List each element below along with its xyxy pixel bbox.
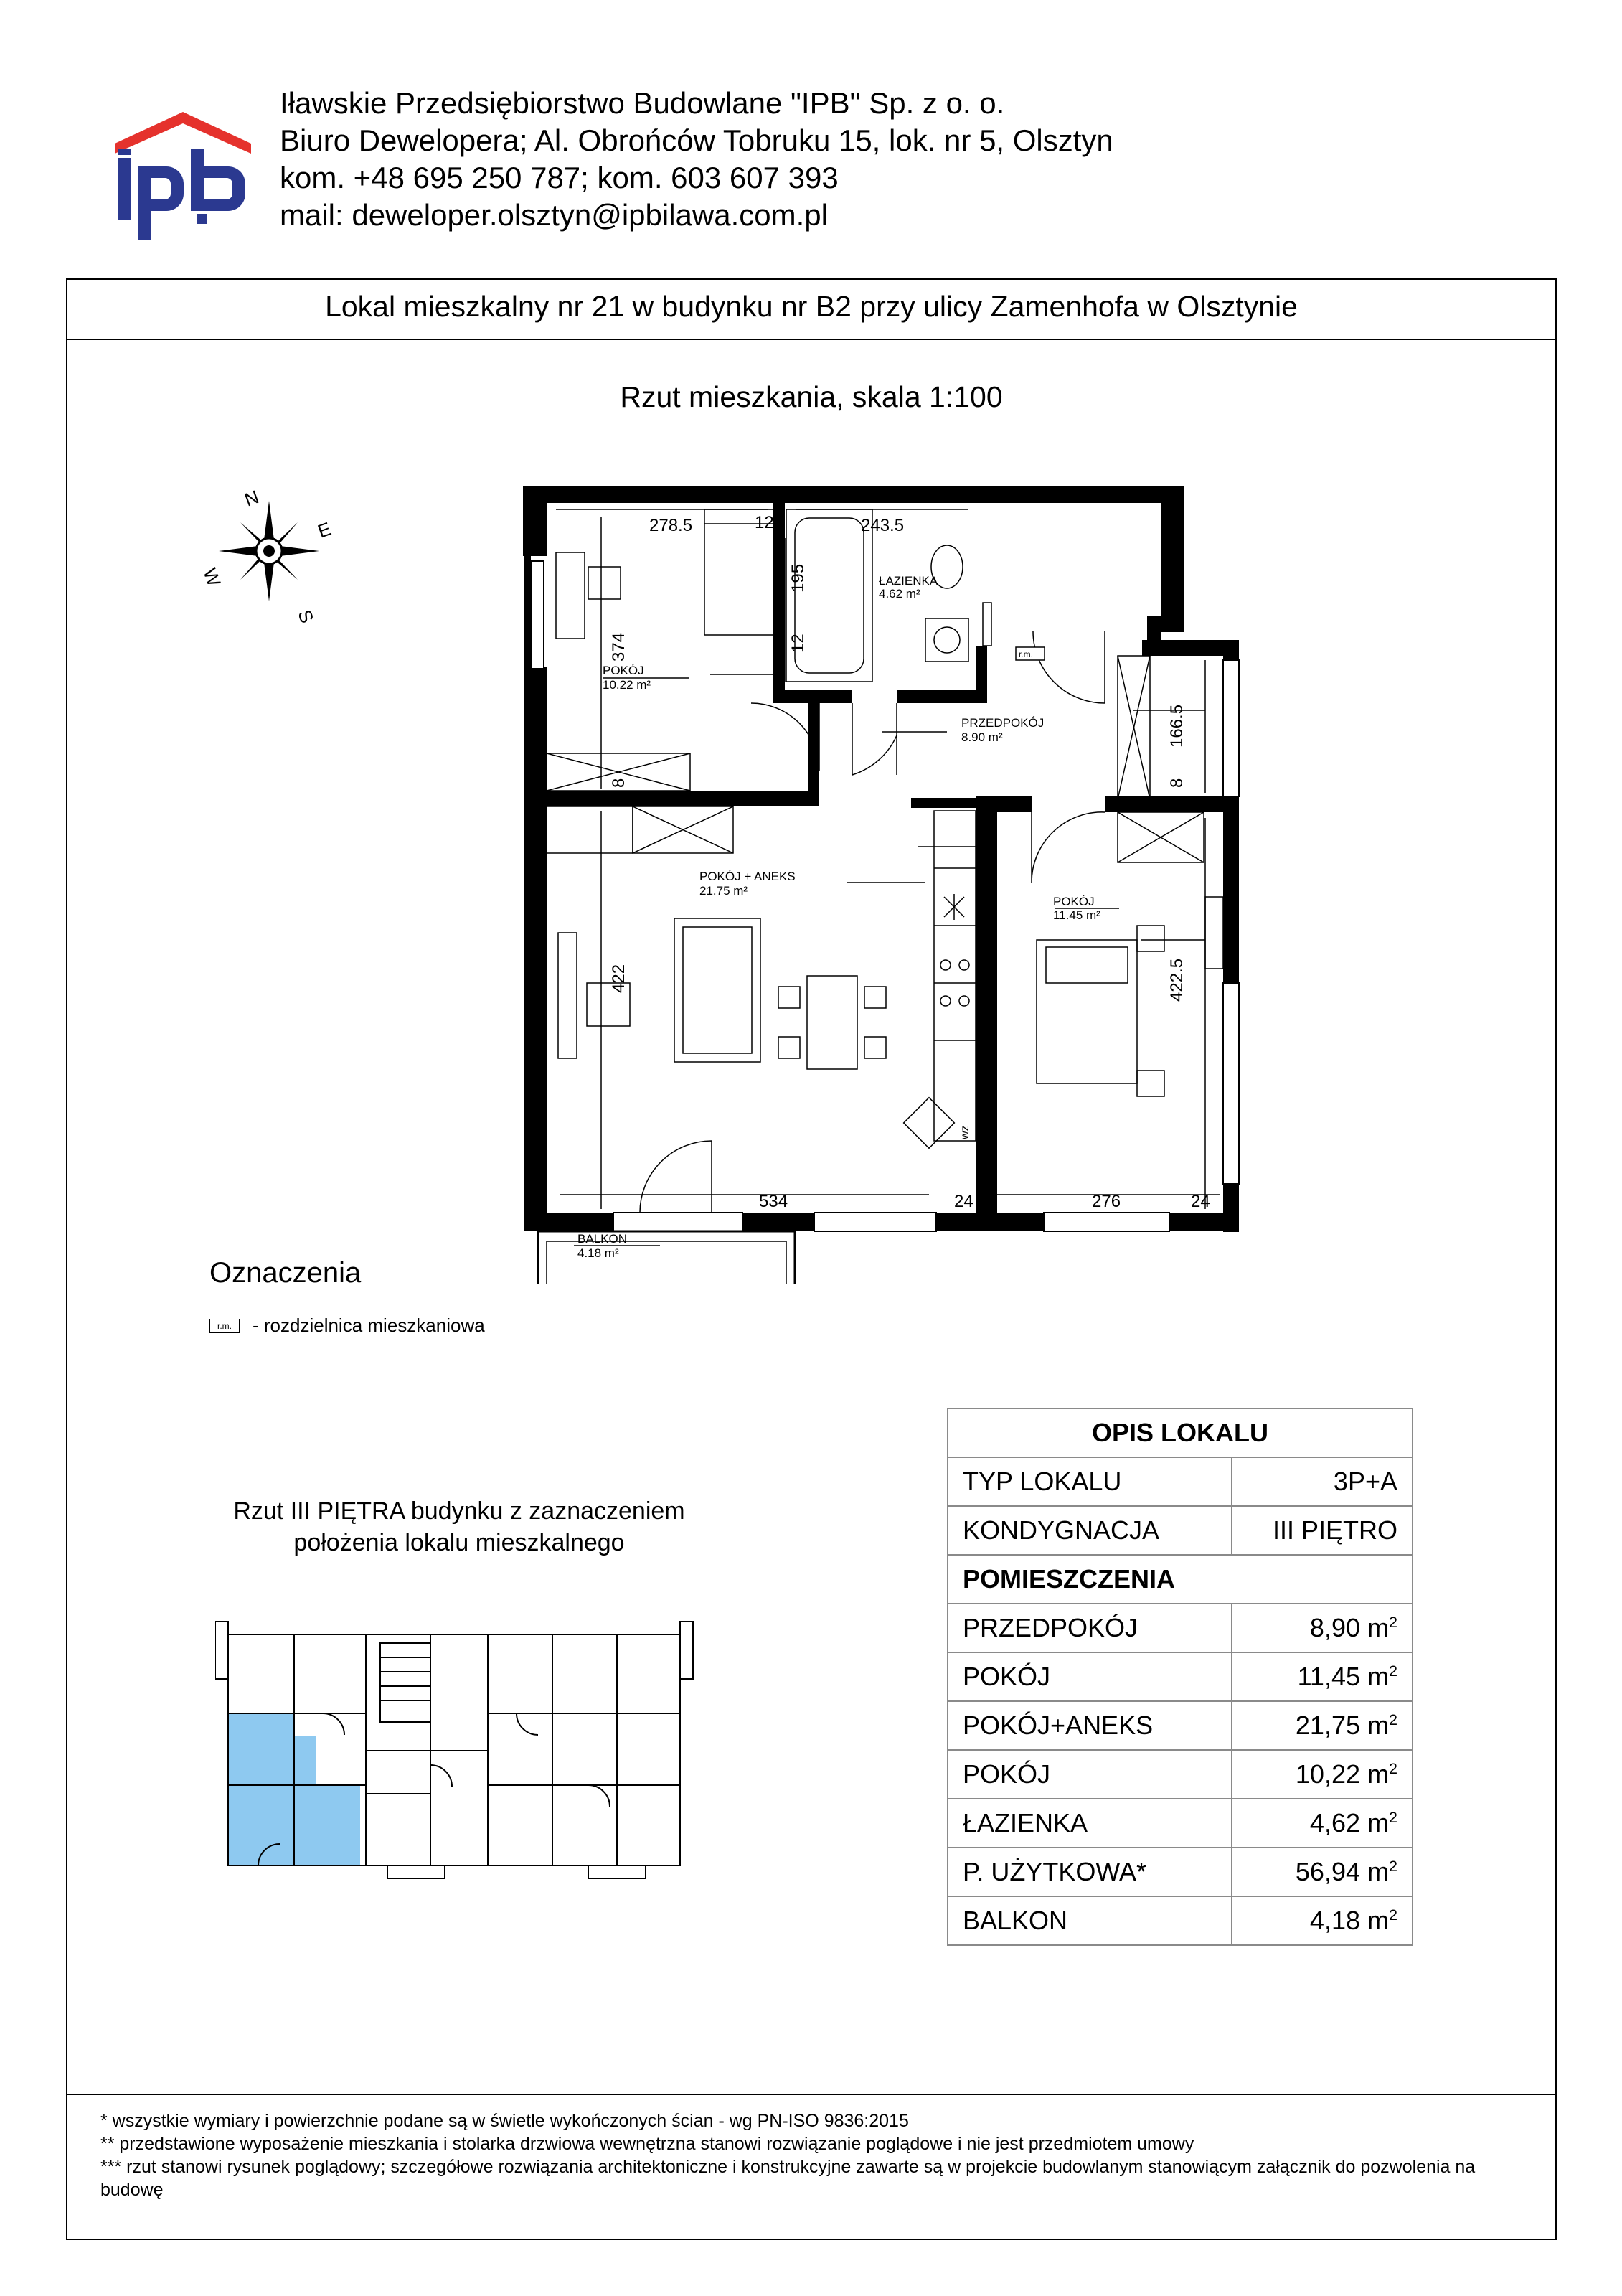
rooms-header: POMIESZCZENIA: [948, 1555, 1413, 1604]
table-title: OPIS LOKALU: [948, 1408, 1413, 1457]
unit-description-table: [947, 1408, 1413, 1946]
room-row-value: 8,90 $m^2$: [1232, 1604, 1413, 1652]
room-label-balkon: BALKON: [577, 1232, 627, 1246]
room-label-lazienka: ŁAZIENKA: [879, 574, 938, 588]
dim-374: 374: [609, 632, 628, 662]
dim-24-right: 24: [1191, 1192, 1210, 1211]
dim-195: 195: [788, 563, 808, 593]
room-area-lazienka: 4.62 m²: [879, 587, 920, 601]
page-title: Lokal mieszkalny nr 21 w budynku nr B2 przy ulicy Zamenhofa w Olsztynie: [325, 290, 1298, 323]
compass-rose-icon: [199, 486, 334, 626]
dim-166-5: 166.5: [1167, 704, 1187, 748]
dim-12-side: 12: [788, 634, 808, 653]
compass-s: S: [293, 606, 319, 626]
plan-title: Rzut mieszkania, skala 1:100: [620, 380, 1003, 413]
table-row: [948, 1604, 1413, 1652]
table-row: [948, 1701, 1413, 1750]
room-row-value: 21,75 $m^2$: [1232, 1701, 1413, 1750]
room-row-value: 10,22 $m^2$: [1232, 1750, 1413, 1799]
legend-symbol: r.m.: [209, 1319, 240, 1333]
dim-422-5: 422.5: [1167, 958, 1187, 1002]
room-row-value: 4,62 $m^2$: [1232, 1799, 1413, 1848]
table-row: [948, 1506, 1413, 1555]
dim-278-5: 278.5: [649, 516, 693, 535]
room-row-label: POKÓJ: [948, 1652, 1232, 1701]
title-divider: [66, 339, 1557, 340]
dim-276: 276: [1092, 1192, 1121, 1211]
rm-label: r.m.: [1019, 649, 1033, 659]
room-label-przedpokoj: PRZEDPOKÓJ: [961, 716, 1045, 730]
room-area-przedpokoj: 8.90 m²: [961, 730, 1003, 744]
table-row: [948, 1799, 1413, 1848]
kondygnacja-label: KONDYGNACJA: [948, 1506, 1232, 1555]
footnote-1: * wszystkie wymiary i powierzchnie podane są w świetle wykończonych ścian - wg PN-ISO 9836:2015: [100, 2111, 909, 2131]
floor-plan-title: [172, 1495, 746, 1558]
table-row: [948, 1652, 1413, 1701]
legend-text: - rozdzielnica mieszkaniowa: [253, 1314, 485, 1336]
room-row-label: ŁAZIENKA: [948, 1799, 1232, 1848]
legend-title: Oznaczenia: [209, 1257, 362, 1289]
compass-e: E: [314, 517, 334, 542]
legend-row: [209, 1314, 485, 1337]
footnotes: [100, 2109, 1521, 2201]
wz-label: wz: [959, 1125, 971, 1139]
dim-422: 422: [609, 964, 628, 993]
table-row: [948, 1750, 1413, 1799]
compass-n: N: [241, 486, 262, 511]
room-label-pokoj-right: POKÓJ: [1053, 895, 1095, 908]
footnote-2: ** przedstawione wyposażenie mieszkania i stolarka drzwiowa wewnętrzna stanowi rozwiązanie poglądowe i nie jest przedmiotem umowy: [100, 2134, 1194, 2154]
room-area-balkon: 4.18 m²: [577, 1246, 619, 1260]
ipb-logo: [108, 106, 258, 243]
company-phones: kom. +48 695 250 787; kom. 603 607 393: [280, 161, 839, 194]
company-name: Iławskie Przedsiębiorstwo Budowlane "IPB" Sp. z o. o.: [280, 86, 1005, 120]
room-row-value: 4,18 $m^2$: [1232, 1896, 1413, 1945]
room-row-value: 56,94 $m^2$: [1232, 1848, 1413, 1896]
dim-8-left: 8: [609, 778, 628, 788]
room-label-pokoj-aneks: POKÓJ + ANEKS: [699, 870, 796, 883]
logo-roof: [115, 112, 251, 154]
room-row-label: PRZEDPOKÓJ: [948, 1604, 1232, 1652]
room-row-value: 11,45 $m^2$: [1232, 1652, 1413, 1701]
room-area-pokoj-aneks: 21.75 m²: [699, 884, 748, 898]
table-row: [948, 1457, 1413, 1506]
company-email[interactable]: mail: deweloper.olsztyn@ipbilawa.com.pl: [280, 198, 828, 232]
room-row-label: BALKON: [948, 1896, 1232, 1945]
dim-24-mid: 24: [954, 1192, 973, 1211]
room-area-pokoj-right: 11.45 m²: [1053, 908, 1100, 922]
company-address: Biuro Dewelopera; Al. Obrońców Tobruku 15, lok. nr 5, Olsztyn: [280, 123, 1113, 157]
room-label-pokoj-left: POKÓJ: [603, 664, 644, 677]
balcony-outline: [538, 1231, 795, 1284]
company-info: [280, 85, 1113, 234]
dim-12-top: 12: [755, 513, 774, 532]
room-row-label: P. UŻYTKOWA*: [948, 1848, 1232, 1896]
kondygnacja-value: III PIĘTRO: [1232, 1506, 1413, 1555]
dim-534: 534: [759, 1192, 788, 1211]
typ-label: TYP LOKALU: [948, 1457, 1232, 1506]
typ-value: 3P+A: [1232, 1457, 1413, 1506]
table-row: [948, 1848, 1413, 1896]
apartment-floor-plan: [172, 466, 1291, 1284]
building-floor-plan: [215, 1607, 703, 1880]
floor-plan-title-line2: położenia lokalu mieszkalnego: [293, 1529, 625, 1556]
room-area-pokoj-left: 10.22 m²: [603, 678, 651, 692]
footer-divider: [66, 2094, 1557, 2095]
compass-w: W: [199, 565, 225, 590]
room-row-label: POKÓJ+ANEKS: [948, 1701, 1232, 1750]
dim-243-5: 243.5: [861, 516, 905, 535]
table-row: [948, 1896, 1413, 1945]
dim-8-right: 8: [1167, 778, 1187, 788]
room-row-label: POKÓJ: [948, 1750, 1232, 1799]
floor-plan-title-line1: Rzut III PIĘTRA budynku z zaznaczeniem: [233, 1497, 685, 1525]
footnote-3: *** rzut stanowi rysunek poglądowy; szczegółowe rozwiązania architektoniczne i konstrukcyjne zawarte są w projekcie budowlanym stanowiącym załącznik do pozwolenia na budowę: [100, 2157, 1476, 2200]
